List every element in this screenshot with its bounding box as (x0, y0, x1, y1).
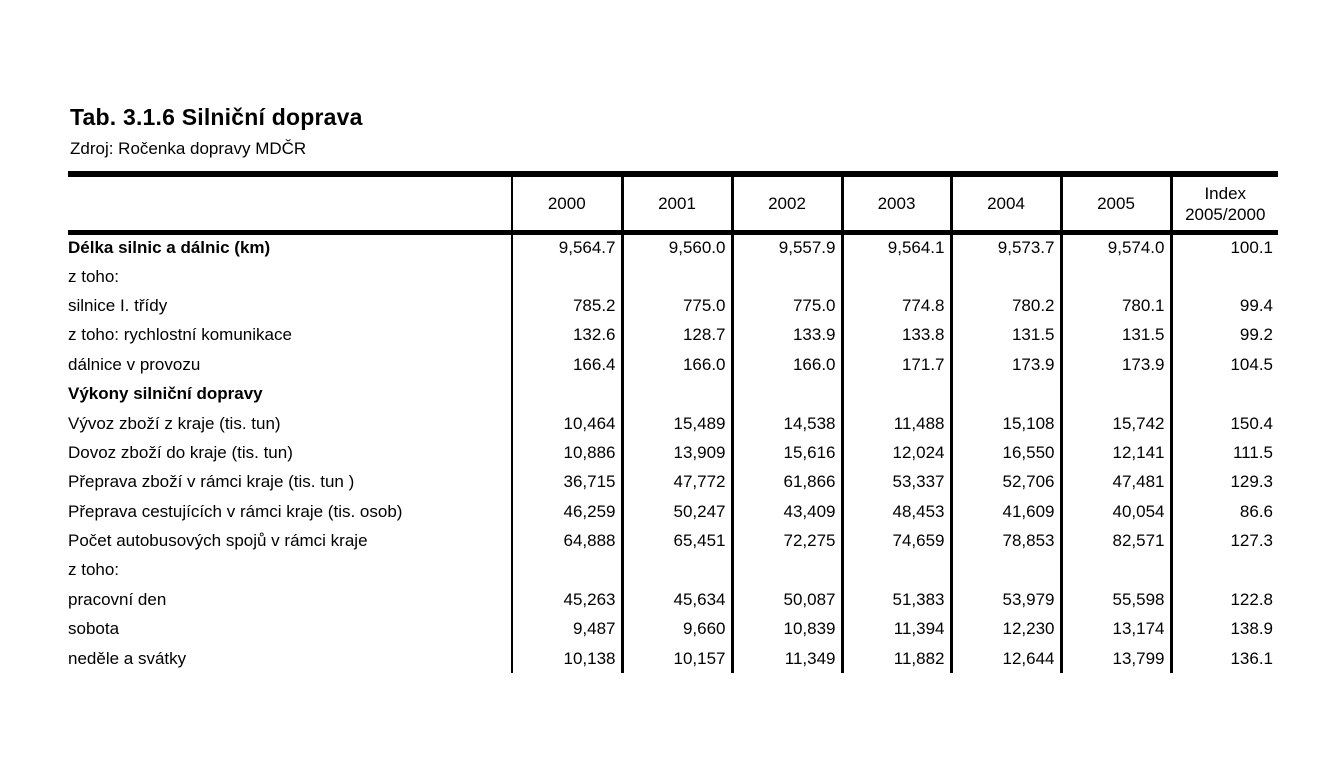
cell-value: 46,259 (512, 497, 622, 526)
cell-value: 11,349 (732, 644, 842, 673)
table-row (68, 438, 1278, 467)
page-title: Tab. 3.1.6 Silniční doprava (70, 104, 363, 130)
row-label: sobota (68, 615, 512, 644)
cell-value: 13,909 (622, 438, 732, 467)
cell-value: 9,564.7 (512, 233, 622, 262)
table-row (68, 468, 1278, 497)
table-row (68, 262, 1278, 291)
cell-value: 15,489 (622, 409, 732, 438)
row-label: Dovoz zboží do kraje (tis. tun) (68, 438, 512, 467)
cell-value: 47,772 (622, 468, 732, 497)
cell-value (842, 262, 951, 291)
cell-value (951, 262, 1061, 291)
cell-value: 45,634 (622, 585, 732, 614)
cell-value: 150.4 (1230, 413, 1273, 433)
cell-value (512, 262, 622, 291)
cell-value: 86.6 (1239, 501, 1273, 521)
cell-value: 14,538 (732, 409, 842, 438)
cell-value (1061, 556, 1171, 585)
table-row (68, 350, 1278, 379)
row-label: silnice I. třídy (68, 291, 512, 320)
cell-value: 47,481 (1061, 468, 1171, 497)
row-label: neděle a svátky (68, 644, 512, 673)
cell-value: 775.0 (622, 291, 732, 320)
cell-value (622, 379, 732, 408)
table-row (68, 379, 1278, 408)
column-header-index (1171, 174, 1278, 233)
cell-value: 13,799 (1061, 644, 1171, 673)
cell-value: 11,488 (842, 409, 951, 438)
table-row (68, 291, 1278, 320)
cell-value (1171, 379, 1278, 408)
cell-value: 9,573.7 (951, 233, 1061, 262)
row-label: Počet autobusových spojů v rámci kraje (68, 526, 512, 555)
table-row (68, 615, 1278, 644)
cell-value: 10,886 (512, 438, 622, 467)
cell-value: 10,138 (512, 644, 622, 673)
row-label: Přeprava cestujících v rámci kraje (tis. osob) (68, 497, 512, 526)
cell-value: 10,464 (512, 409, 622, 438)
column-header-year: 2001 (622, 174, 732, 233)
cell-value: 166.0 (622, 350, 732, 379)
source-note: Zdroj: Ročenka dopravy MDČR (70, 139, 307, 158)
table-row (68, 585, 1278, 614)
cell-value: 171.7 (842, 350, 951, 379)
cell-value: 173.9 (1061, 350, 1171, 379)
cell-value: 128.7 (622, 321, 732, 350)
cell-value: 12,141 (1061, 438, 1171, 467)
row-label: Výkony silniční dopravy (68, 379, 512, 408)
cell-value: 55,598 (1061, 585, 1171, 614)
column-header-year: 2005 (1061, 174, 1171, 233)
table-row (68, 497, 1278, 526)
cell-value: 129.3 (1230, 472, 1273, 492)
table-body (68, 233, 1278, 674)
column-header-year: 2000 (512, 174, 622, 233)
cell-value: 774.8 (842, 291, 951, 320)
table-row (68, 526, 1278, 555)
cell-value: 64,888 (512, 526, 622, 555)
cell-value: 15,742 (1061, 409, 1171, 438)
cell-value: 127.3 (1230, 531, 1273, 551)
cell-value: 132.6 (512, 321, 622, 350)
cell-value: 136.1 (1230, 648, 1273, 668)
cell-value: 15,616 (732, 438, 842, 467)
cell-value: 133.8 (842, 321, 951, 350)
cell-value (622, 262, 732, 291)
cell-value: 45,263 (512, 585, 622, 614)
cell-value: 12,024 (842, 438, 951, 467)
cell-value: 775.0 (732, 291, 842, 320)
cell-value: 15,108 (951, 409, 1061, 438)
cell-value (842, 556, 951, 585)
cell-value: 43,409 (732, 497, 842, 526)
cell-value: 138.9 (1230, 619, 1273, 639)
row-label: z toho: rychlostní komunikace (68, 321, 512, 350)
table-row (68, 556, 1278, 585)
cell-value (732, 379, 842, 408)
cell-value: 99.4 (1239, 295, 1273, 315)
cell-value (512, 556, 622, 585)
cell-value: 65,451 (622, 526, 732, 555)
cell-value: 11,882 (842, 644, 951, 673)
cell-value: 100.1 (1230, 238, 1273, 258)
cell-value: 40,054 (1061, 497, 1171, 526)
cell-value: 785.2 (512, 291, 622, 320)
column-header-year: 2003 (842, 174, 951, 233)
cell-value: 9,574.0 (1061, 233, 1171, 262)
cell-value: 52,706 (951, 468, 1061, 497)
cell-value: 104.5 (1230, 354, 1273, 374)
cell-value (842, 379, 951, 408)
cell-value: 131.5 (951, 321, 1061, 350)
column-header-index-line1: Index (1204, 183, 1247, 203)
cell-value: 166.4 (512, 350, 622, 379)
cell-value: 53,337 (842, 468, 951, 497)
row-label: z toho: (68, 556, 512, 585)
cell-value: 72,275 (732, 526, 842, 555)
table-row (68, 409, 1278, 438)
table-header (68, 174, 1278, 233)
table-row (68, 321, 1278, 350)
cell-value: 780.2 (951, 291, 1061, 320)
cell-value: 41,609 (951, 497, 1061, 526)
cell-value: 78,853 (951, 526, 1061, 555)
column-header-year: 2004 (951, 174, 1061, 233)
row-label: z toho: (68, 262, 512, 291)
cell-value: 11,394 (842, 615, 951, 644)
header-row (68, 174, 1278, 233)
table-row (68, 644, 1278, 673)
cell-value: 12,644 (951, 644, 1061, 673)
cell-value (1171, 556, 1278, 585)
column-header-index-line2: 2005/2000 (1185, 204, 1266, 224)
cell-value: 9,487 (512, 615, 622, 644)
cell-value (951, 556, 1061, 585)
cell-value (732, 262, 842, 291)
cell-value: 50,087 (732, 585, 842, 614)
cell-value: 82,571 (1061, 526, 1171, 555)
column-header-year: 2002 (732, 174, 842, 233)
cell-value: 16,550 (951, 438, 1061, 467)
cell-value: 36,715 (512, 468, 622, 497)
cell-value: 166.0 (732, 350, 842, 379)
cell-value: 9,560.0 (622, 233, 732, 262)
cell-value: 51,383 (842, 585, 951, 614)
cell-value: 133.9 (732, 321, 842, 350)
cell-value: 61,866 (732, 468, 842, 497)
cell-value: 74,659 (842, 526, 951, 555)
row-label-column-header (68, 174, 512, 233)
cell-value: 53,979 (951, 585, 1061, 614)
cell-value: 12,230 (951, 615, 1061, 644)
cell-value: 10,839 (732, 615, 842, 644)
cell-value (732, 556, 842, 585)
row-label: pracovní den (68, 585, 512, 614)
cell-value: 50,247 (622, 497, 732, 526)
cell-value: 173.9 (951, 350, 1061, 379)
cell-value: 111.5 (1232, 442, 1273, 462)
cell-value: 9,557.9 (732, 233, 842, 262)
cell-value: 122.8 (1230, 589, 1273, 609)
cell-value: 99.2 (1239, 325, 1273, 345)
cell-value (622, 556, 732, 585)
row-label: Délka silnic a dálnic (km) (68, 233, 512, 262)
cell-value (1061, 379, 1171, 408)
row-label: Vývoz zboží z kraje (tis. tun) (68, 409, 512, 438)
cell-value: 9,564.1 (842, 233, 951, 262)
cell-value: 9,660 (622, 615, 732, 644)
cell-value: 13,174 (1061, 615, 1171, 644)
cell-value: 10,157 (622, 644, 732, 673)
row-label: Přeprava zboží v rámci kraje (tis. tun ) (68, 468, 512, 497)
road-transport-table (68, 171, 1278, 673)
cell-value (1171, 262, 1278, 291)
cell-value (512, 379, 622, 408)
table-row (68, 233, 1278, 262)
cell-value: 48,453 (842, 497, 951, 526)
cell-value: 131.5 (1061, 321, 1171, 350)
cell-value (951, 379, 1061, 408)
cell-value (1061, 262, 1171, 291)
row-label: dálnice v provozu (68, 350, 512, 379)
cell-value: 780.1 (1061, 291, 1171, 320)
